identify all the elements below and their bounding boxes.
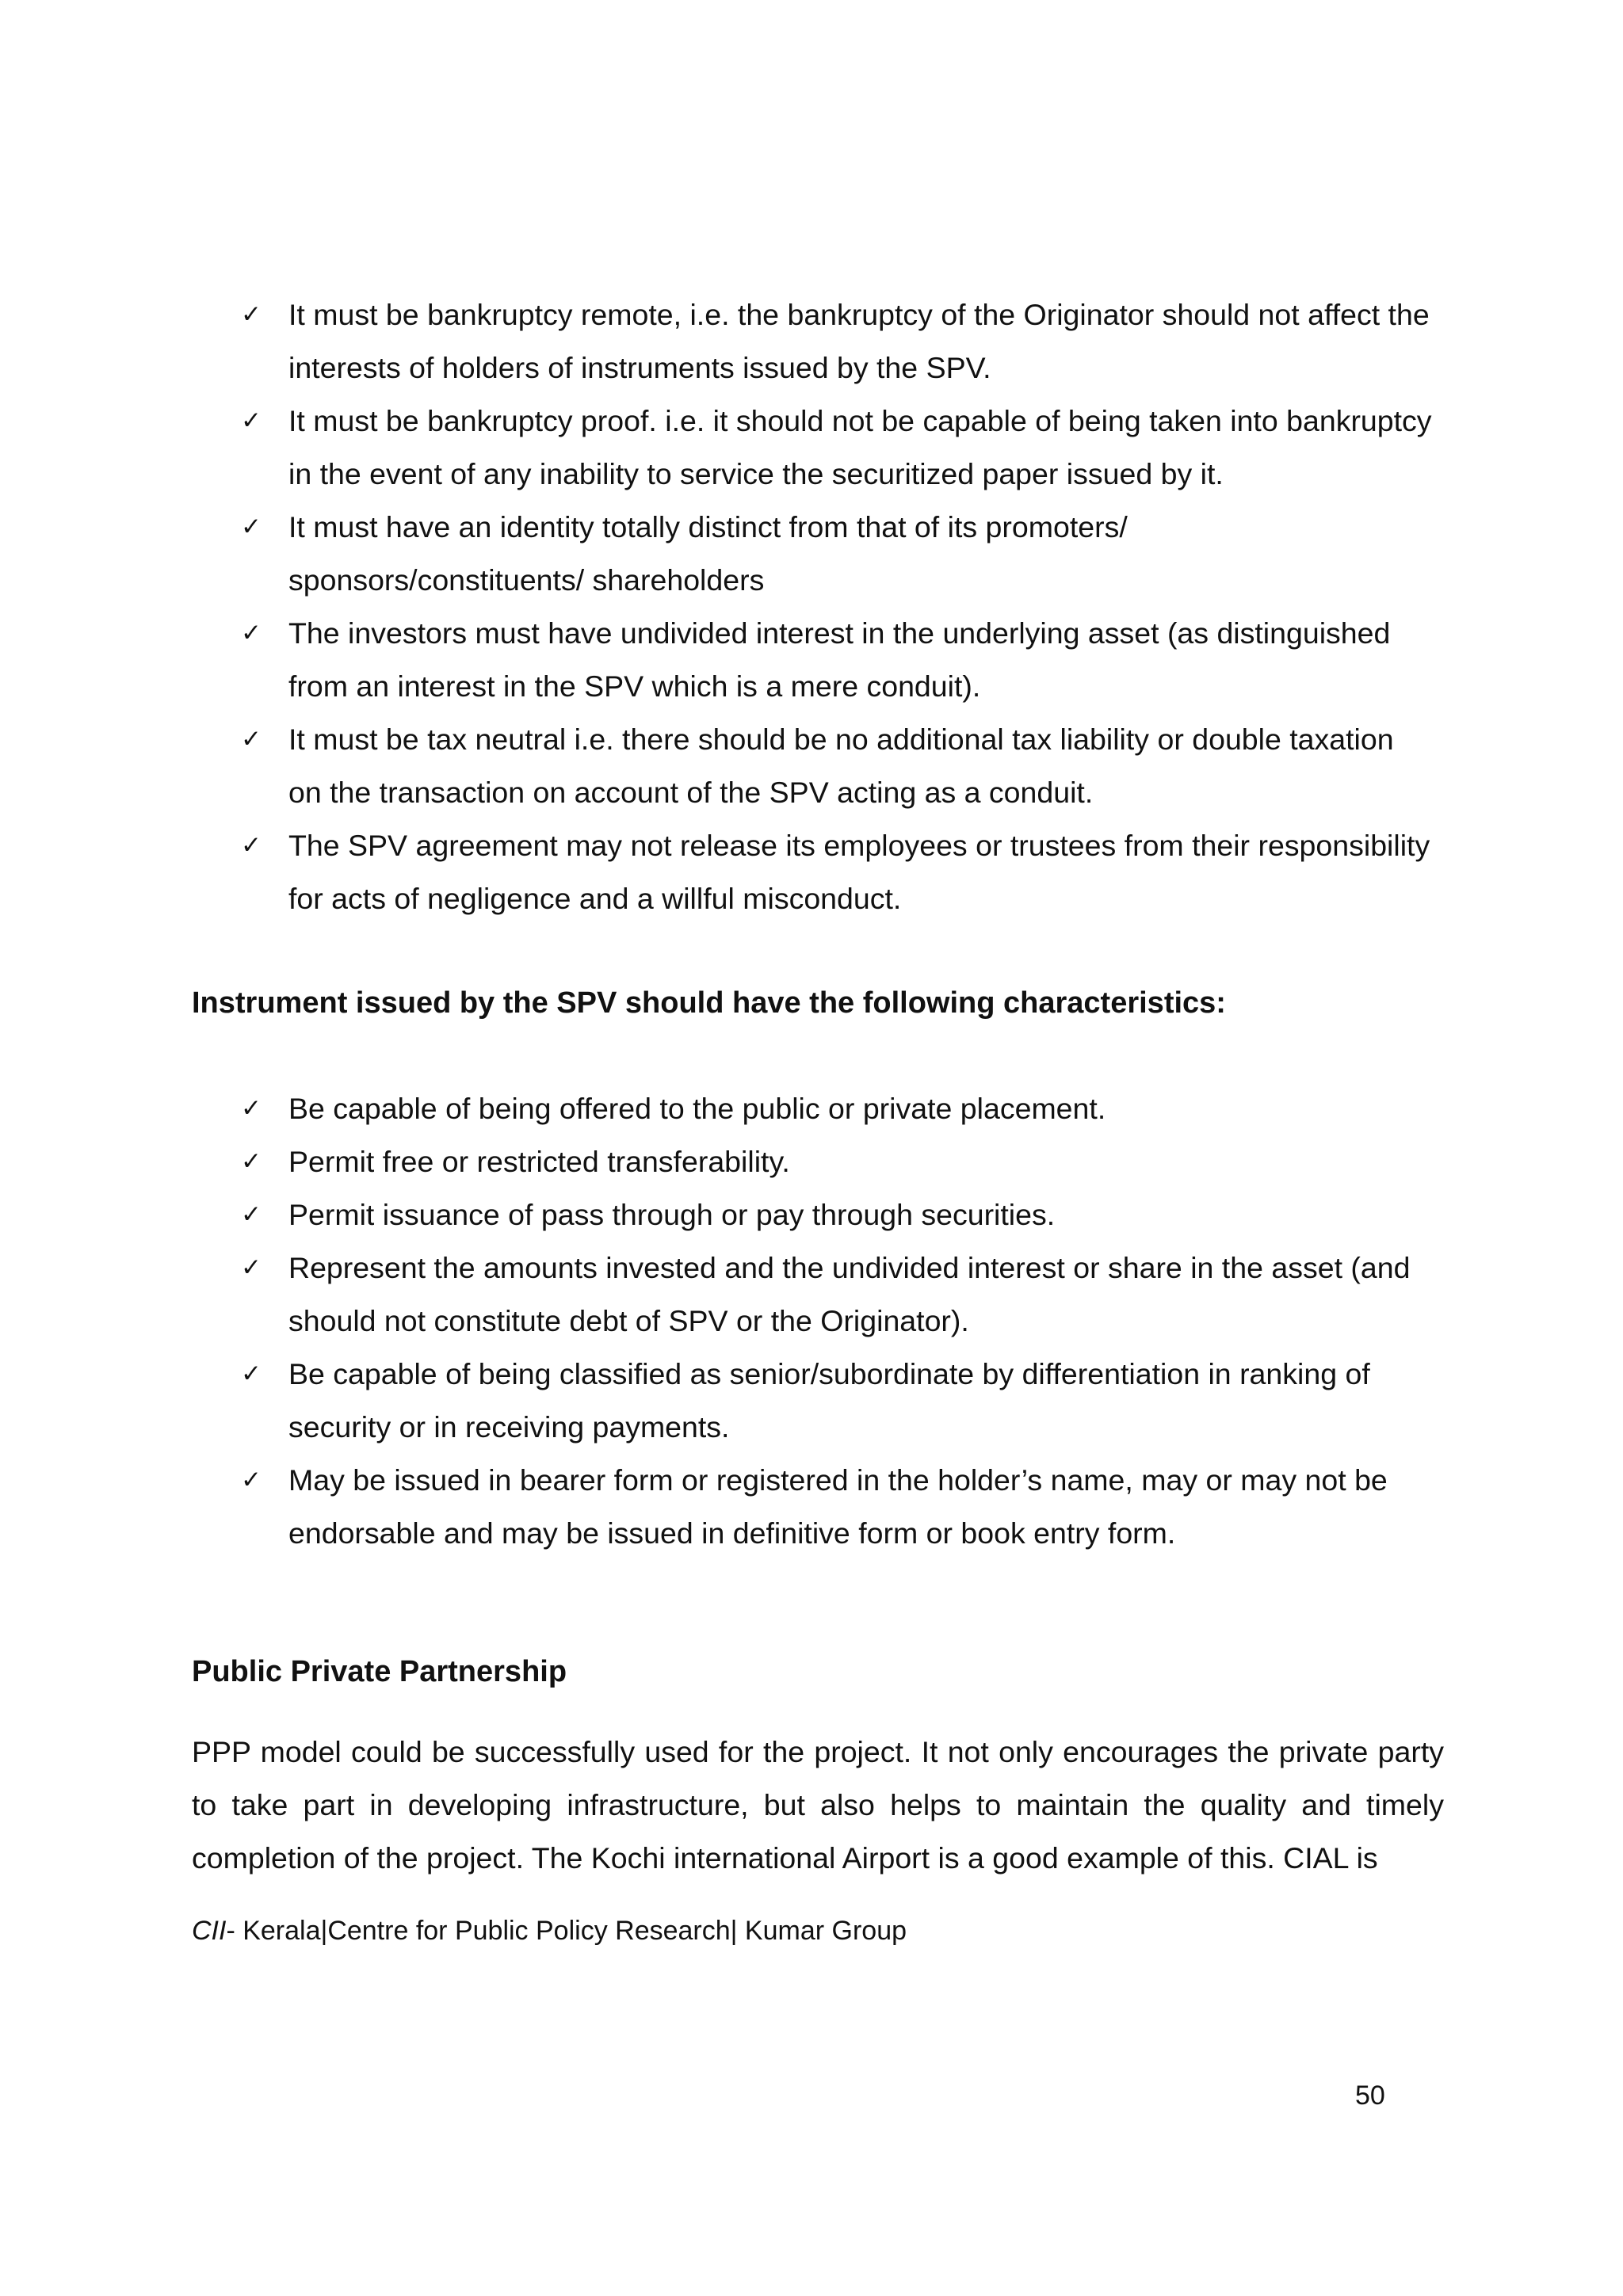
list-item-line: It must be bankruptcy remote, i.e. the bankruptcy of the Originator should not affect the (288, 298, 1430, 331)
list-item-line: should not constitute debt of SPV or the Originator). (288, 1304, 969, 1337)
page-number: 50 (1355, 2081, 1385, 2111)
checkmark-icon: ✓ (241, 1360, 262, 1388)
instrument-heading: Instrument issued by the SPV should have the following characteristics: (192, 986, 1226, 1020)
checkmark-icon: ✓ (241, 1253, 262, 1282)
list-item-line: Represent the amounts invested and the undivided interest or share in the asset (and (288, 1251, 1411, 1284)
list-item-line: endorsable and may be issued in definitive form or book entry form. (288, 1516, 1176, 1550)
list-item-line: Permit free or restricted transferability. (288, 1145, 790, 1178)
list-item (192, 1241, 1444, 1348)
checkmark-icon: ✓ (241, 725, 262, 753)
list-item-line: Permit issuance of pass through or pay through securities. (288, 1198, 1056, 1231)
list-item (192, 713, 1444, 819)
list-item-line: for acts of negligence and a willful misconduct. (288, 882, 902, 915)
list-item-line: It must be bankruptcy proof. i.e. it should not be capable of being taken into bankruptcy (288, 404, 1432, 437)
list-item (192, 288, 1444, 395)
list-item (192, 1082, 1444, 1135)
list-item-line: on the transaction on account of the SPV acting as a conduit. (288, 776, 1094, 809)
checkmark-icon: ✓ (241, 1147, 262, 1176)
list-item (192, 395, 1444, 501)
list-item-line: security or in receiving payments. (288, 1410, 730, 1444)
footer-rest: - Kerala|Centre for Public Policy Research| Kumar Group (226, 1916, 907, 1946)
instrument-characteristics-list (192, 1082, 1444, 1560)
list-item-line: in the event of any inability to service the securitized paper issued by it. (288, 457, 1224, 490)
list-item (192, 1135, 1444, 1188)
checkmark-icon: ✓ (241, 513, 262, 541)
list-item-line: interests of holders of instruments issued by the SPV. (288, 351, 991, 384)
ppp-heading: Public Private Partnership (192, 1655, 567, 1688)
list-item-line: May be issued in bearer form or registered in the holder’s name, may or may not be (288, 1463, 1388, 1497)
list-item (192, 819, 1444, 925)
list-item (192, 1348, 1444, 1454)
checkmark-icon: ✓ (241, 619, 262, 647)
list-item-line: Be capable of being classified as senior/subordinate by differentiation in ranking of (288, 1357, 1370, 1390)
checkmark-icon: ✓ (241, 1466, 262, 1494)
list-item (192, 607, 1444, 713)
checkmark-icon: ✓ (241, 300, 262, 329)
page-footer (192, 1911, 907, 1951)
spv-requirements-list (192, 288, 1444, 925)
list-item-line: Be capable of being offered to the public or private placement. (288, 1092, 1106, 1125)
list-item-line: sponsors/constituents/ shareholders (288, 563, 765, 597)
list-item-line: It must be tax neutral i.e. there should be no additional tax liability or double taxation (288, 723, 1394, 756)
ppp-paragraph: PPP model could be successfully used for the project. It not only encourages the private party to take part in developing infrastructure, but also helps to maintain the quality and timely completion of the project. The Kochi international Airport is a good example of this. CIAL is (192, 1735, 1444, 1875)
checkmark-icon: ✓ (241, 406, 262, 435)
list-item (192, 1454, 1444, 1560)
list-item (192, 501, 1444, 607)
checkmark-icon: ✓ (241, 1200, 262, 1229)
list-item (192, 1188, 1444, 1241)
footer-cii: CII (192, 1916, 227, 1946)
checkmark-icon: ✓ (241, 1094, 262, 1123)
list-item-line: The SPV agreement may not release its employees or trustees from their responsibility (288, 829, 1430, 862)
list-item-line: from an interest in the SPV which is a mere conduit). (288, 669, 981, 703)
list-item-line: It must have an identity totally distinct from that of its promoters/ (288, 510, 1128, 543)
checkmark-icon: ✓ (241, 831, 262, 860)
list-item-line: The investors must have undivided interest in the underlying asset (as distinguished (288, 616, 1391, 650)
